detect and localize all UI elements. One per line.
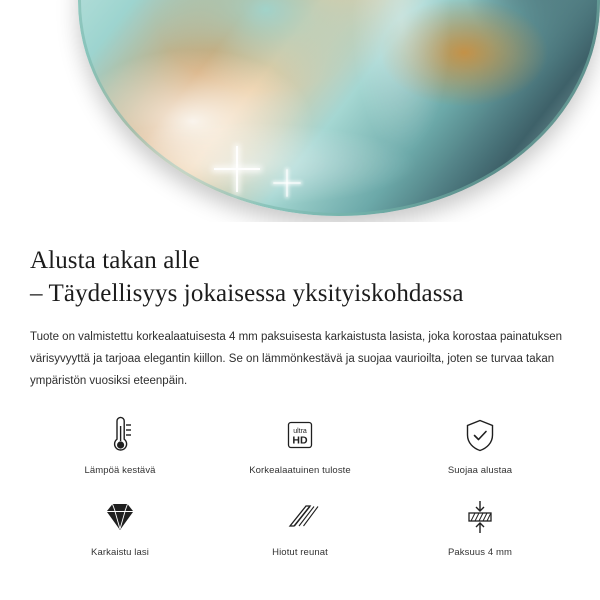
shield-check-icon — [461, 414, 499, 456]
feature-label: Korkealaatuinen tuloste — [249, 465, 351, 476]
feature-label: Suojaa alustaa — [447, 465, 513, 476]
diamond-icon — [99, 496, 141, 538]
page-title — [30, 244, 570, 310]
polished-edges-icon — [280, 496, 320, 538]
feature-grid — [30, 414, 570, 558]
svg-text:HD: HD — [292, 434, 308, 447]
round-glass-panel-image — [78, 0, 600, 216]
feature-label: Hiotut reunat — [272, 547, 328, 558]
feature-item — [390, 414, 570, 476]
glass-edge-highlight — [78, 0, 600, 216]
feature-label: Karkaistu lasi — [91, 547, 149, 558]
content-section — [0, 244, 600, 558]
headline-line-1: Alusta takan alle — [30, 247, 200, 274]
description-paragraph: Tuote on valmistettu korkealaatuisesta 4 mm paksuisesta karkaistusta lasista, joka korostaa painatuksen värisyvyyttä ja tarjoaa elegantin kiillon. Se on lämmönkestävä ja suojaa vaurioilta, joten se turvaa takan ympäristön vuosiksi eteenpäin. — [30, 331, 563, 387]
feature-item — [210, 414, 390, 476]
feature-item — [390, 496, 570, 558]
feature-item — [30, 496, 210, 558]
feature-label: Paksuus 4 mm — [447, 547, 513, 558]
feature-label: Lämpöä kestävä — [84, 465, 156, 476]
headline-line-2: – Täydellisyys jokaisessa yksityiskohdassa — [30, 280, 464, 307]
feature-item — [210, 496, 390, 558]
hero-image — [0, 0, 600, 222]
svg-text:ultra: ultra — [293, 428, 307, 435]
thermometer-icon — [103, 414, 137, 456]
feature-item — [30, 414, 210, 476]
ultra-hd-icon — [280, 414, 320, 456]
thickness-icon — [460, 496, 500, 538]
